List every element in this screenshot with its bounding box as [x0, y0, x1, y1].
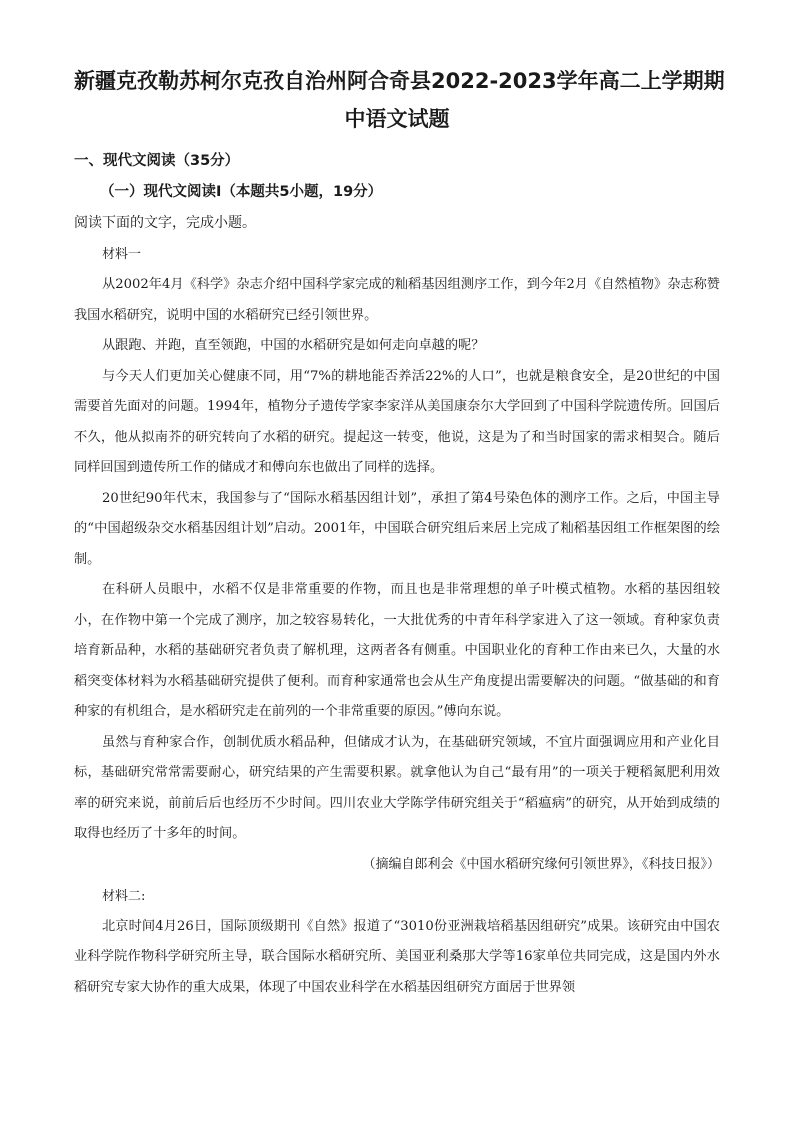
material1-paragraph: 20世纪90年代末，我国参与了“国际水稻基因组计划”，承担了第4号染色体的测序工作。之后，中国主导的“中国超级杂交水稻基因组计划”启动。2001年，中国联合研究组后来居上完成了籼稻基因组工作框架图的绘制。	[74, 490, 720, 567]
material1-paragraph: 在科研人员眼中，水稻不仅是非常重要的作物，而且也是非常理想的单子叶模式植物。水稻的基因组较小，在作物中第一个完成了测序，加之较容易转化，一大批优秀的中青年科学家进入了这一领域。育种家负责培育新品种，水稻的基础研究者负责了解机理，这两者各有侧重。中国职业化的育种工作由来已久，大量的水稻突变体材料为水稻基础研究提供了便利。而育种家通常也会从生产角度提出需要解决的问题。“做基础的和育种家的有机组合，是水稻研究走在前列的一个非常重要的原因。”傅向东说。	[74, 582, 720, 719]
material1-paragraph: 从跟跑、并跑，直至领跑，中国的水稻研究是如何走向卓越的呢？	[102, 338, 485, 353]
instruction-text: 阅读下面的文字，完成小题。	[74, 215, 256, 231]
subsection-heading: （一）现代文阅读Ⅰ（本题共5小题，19分）	[100, 184, 383, 200]
title-line-1: 新疆克孜勒苏柯尔克孜自治州阿合奇县2022-2023学年高二上学期期	[74, 69, 725, 93]
section-heading: 一、现代文阅读（35分）	[74, 153, 240, 169]
material1-label: 材料一	[102, 247, 142, 262]
material1-paragraph: 虽然与育种家合作，创制优质水稻品种，但储成才认为，在基础研究领域，不宜片面强调应用和产业化目标，基础研究常常需要耐心，研究结果的产生需要积累。就拿他认为自己“最有用”的一项关于粳稻氮肥利用效率的研究来说，前前后后也经历不少时间。四川农业大学陈学伟研究组关于“稻瘟病”的研究，从开始到成绩的取得也经历了十多年的时间。	[74, 734, 720, 841]
material2-paragraph: 北京时间4月26日，国际顶级期刊《自然》报道了“3010份亚洲栽培稻基因组研究”成果。该研究由中国农业科学院作物科学研究所主导，联合国际水稻研究所、美国亚利桑那大学等16家单位共同完成，这是国内外水稻研究专家大协作的重大成果，体现了中国农业科学在水稻基因组研究方面居于世界领	[74, 918, 720, 995]
material1-source: （摘编自郎利会《中国水稻研究缘何引领世界》，《科技日报》）	[362, 856, 720, 872]
title-line-2: 中语文试题	[344, 107, 450, 131]
document-title	[74, 62, 725, 138]
material2-label: 材料二:	[102, 888, 146, 904]
material1-paragraph: 与今天人们更加关心健康不同，用“7%的耕地能否养活22%的人口”，也就是粮食安全，是20世纪的中国需要首先面对的问题。1994年，植物分子遗传学家李家洋从美国康奈尔大学回到了中国科学院遗传所。回国后不久，他从拟南芥的研究转向了水稻的研究。提起这一转变，他说，这是为了和当时国家的需求相契合。随后同样回国到遗传所工作的储成才和傅向东也做出了同样的选择。	[74, 368, 720, 475]
material1-paragraph: 从2002年4月《科学》杂志介绍中国科学家完成的籼稻基因组测序工作，到今年2月《自然植物》杂志称赞我国水稻研究，说明中国的水稻研究已经引领世界。	[74, 277, 720, 323]
